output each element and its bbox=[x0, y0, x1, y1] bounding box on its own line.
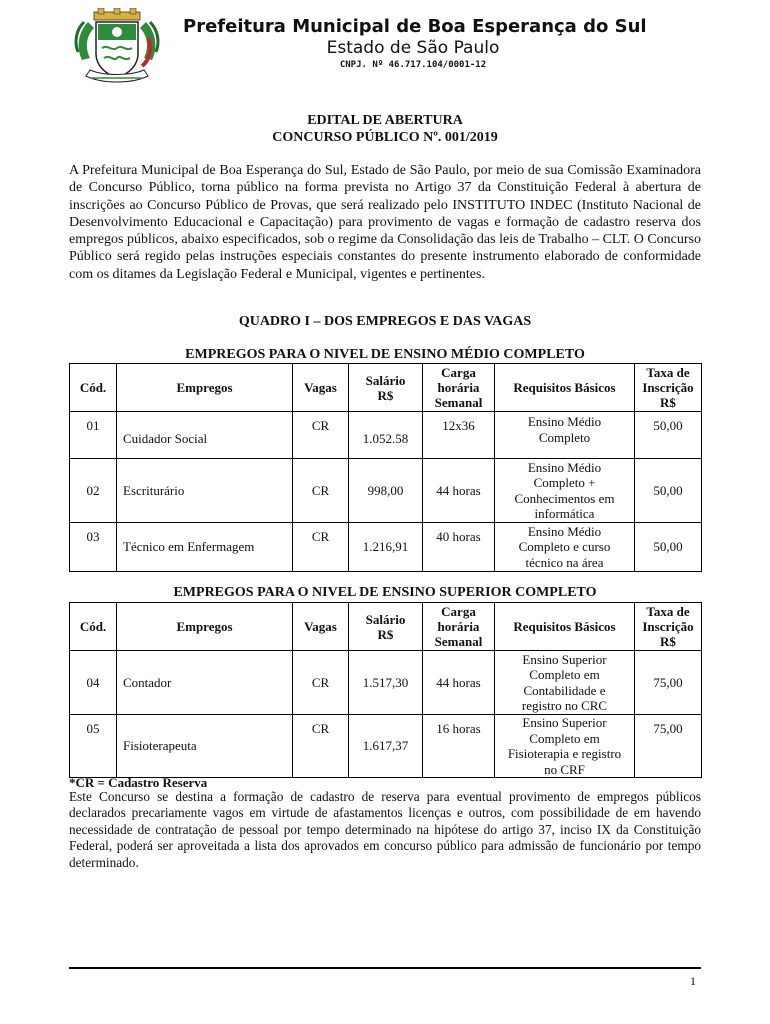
cell-emprego: Fisioterapeuta bbox=[117, 715, 293, 778]
cell-carga: 16 horas bbox=[423, 715, 495, 778]
table-row bbox=[70, 523, 702, 572]
title-line-1: EDITAL DE ABERTURA bbox=[307, 113, 463, 128]
state-name: Estado de São Paulo bbox=[326, 38, 500, 58]
cell-emprego: Técnico em Enfermagem bbox=[117, 523, 293, 572]
superior-section-title: EMPREGOS PARA O NIVEL DE ENSINO SUPERIOR COMPLETO bbox=[173, 585, 597, 600]
cell-cod: 05 bbox=[70, 715, 117, 778]
cell-taxa: 50,00 bbox=[635, 412, 702, 459]
closing-paragraph: Este Concurso se destina a formação de cadastro de reserva para eventual provimento de empregos públicos declarados precariamente vagos em virtude de afastamentos licenças e outros, com possibilidade de em havendo necessidade de contratação de pessoal por tempo determinado na hipótese do artigo 37, inciso IX da Constituição Federal, poderá ser aproveitada a lista dos aprovados em concurso público para admissão de funcionário por tempo determinado. bbox=[69, 789, 701, 870]
page-number: 1 bbox=[690, 974, 696, 988]
table-row bbox=[70, 715, 702, 778]
col-header-taxa: Taxa de Inscrição R$ bbox=[635, 603, 702, 651]
cell-taxa: 50,00 bbox=[635, 523, 702, 572]
page-header bbox=[0, 0, 770, 90]
cell-cod: 04 bbox=[70, 651, 117, 715]
table-row bbox=[70, 651, 702, 715]
col-header-cod: Cód. bbox=[70, 603, 117, 651]
cell-taxa: 75,00 bbox=[635, 715, 702, 778]
cell-vagas: CR bbox=[293, 459, 349, 523]
cell-vagas: CR bbox=[293, 523, 349, 572]
title-line-2: CONCURSO PÚBLICO Nº. 001/2019 bbox=[272, 130, 498, 145]
medio-jobs-table bbox=[69, 363, 702, 572]
cell-emprego: Contador bbox=[117, 651, 293, 715]
cnpj-number: CNPJ. Nº 46.717.104/0001-12 bbox=[339, 60, 487, 70]
cell-carga: 12x36 bbox=[423, 412, 495, 459]
document-title bbox=[0, 112, 770, 146]
cell-vagas: CR bbox=[293, 651, 349, 715]
cell-salario: 1.517,30 bbox=[349, 651, 423, 715]
col-header-empregos: Empregos bbox=[117, 603, 293, 651]
cell-taxa: 50,00 bbox=[635, 459, 702, 523]
cell-emprego: Cuidador Social bbox=[117, 412, 293, 459]
cell-salario: 998,00 bbox=[349, 459, 423, 523]
cell-requisitos: Ensino Superior Completo em Contabilidade e registro no CRC bbox=[495, 651, 635, 715]
col-header-cod: Cód. bbox=[70, 364, 117, 412]
col-header-requisitos: Requisitos Básicos bbox=[495, 364, 635, 412]
cell-vagas: CR bbox=[293, 412, 349, 459]
table-header-row bbox=[70, 364, 702, 412]
cell-cod: 02 bbox=[70, 459, 117, 523]
cell-requisitos: Ensino Superior Completo em Fisioterapia e registro no CRF bbox=[495, 715, 635, 778]
col-header-carga: Carga horária Semanal bbox=[423, 603, 495, 651]
col-header-empregos: Empregos bbox=[117, 364, 293, 412]
cell-salario: 1.617,37 bbox=[349, 715, 423, 778]
quadro-title: QUADRO I – DOS EMPREGOS E DAS VAGAS bbox=[238, 314, 532, 329]
cell-salario: 1.052.58 bbox=[349, 412, 423, 459]
table-row bbox=[70, 459, 702, 523]
cell-carga: 44 horas bbox=[423, 651, 495, 715]
cell-carga: 44 horas bbox=[423, 459, 495, 523]
table-header-row bbox=[70, 603, 702, 651]
cr-footnote: *CR = Cadastro Reserva bbox=[69, 775, 208, 790]
cell-taxa: 75,00 bbox=[635, 651, 702, 715]
cell-emprego: Escriturário bbox=[117, 459, 293, 523]
intro-paragraph: A Prefeitura Municipal de Boa Esperança do Sul, Estado de São Paulo, por meio de sua Comissão Examinadora de Concurso Público, torna público na forma prevista no Artigo 37 da Constituição Federal à abertura de inscrições ao Concurso Público de Provas, que será realizado pelo INSTITUTO INDEC (Instituto Nacional de Desenvolvimento Educacional e Capacitação) para provimento de vagas e formação de cadastro reserva dos empregos públicos, abaixo especificados, sob o regime da Consolidação das leis de Trabalho – CLT. O Concurso Público será regido pelas instruções especiais constantes do presente instrumento elaborado de conformidade com os ditames da Legislação Federal e Municipal, vigentes e pertinentes. bbox=[69, 163, 701, 282]
col-header-carga: Carga horária Semanal bbox=[423, 364, 495, 412]
cell-cod: 03 bbox=[70, 523, 117, 572]
municipal-coat-of-arms bbox=[72, 8, 162, 92]
col-header-vagas: Vagas bbox=[293, 603, 349, 651]
col-header-requisitos: Requisitos Básicos bbox=[495, 603, 635, 651]
cell-vagas: CR bbox=[293, 715, 349, 778]
superior-jobs-table bbox=[69, 602, 702, 778]
cell-requisitos: Ensino Médio Completo bbox=[495, 412, 635, 459]
col-header-taxa: Taxa de Inscrição R$ bbox=[635, 364, 702, 412]
cell-requisitos: Ensino Médio Completo e curso técnico na área bbox=[495, 523, 635, 572]
cell-cod: 01 bbox=[70, 412, 117, 459]
cell-salario: 1.216,91 bbox=[349, 523, 423, 572]
table-row bbox=[70, 412, 702, 459]
medio-section-title: EMPREGOS PARA O NIVEL DE ENSINO MÉDIO COMPLETO bbox=[185, 347, 585, 362]
cell-requisitos: Ensino Médio Completo + Conhecimentos em informática bbox=[495, 459, 635, 523]
municipality-name: Prefeitura Municipal de Boa Esperança do Sul bbox=[183, 16, 647, 37]
col-header-salario: Salário R$ bbox=[349, 603, 423, 651]
col-header-salario: Salário R$ bbox=[349, 364, 423, 412]
col-header-vagas: Vagas bbox=[293, 364, 349, 412]
cell-carga: 40 horas bbox=[423, 523, 495, 572]
footer-divider bbox=[69, 967, 701, 969]
